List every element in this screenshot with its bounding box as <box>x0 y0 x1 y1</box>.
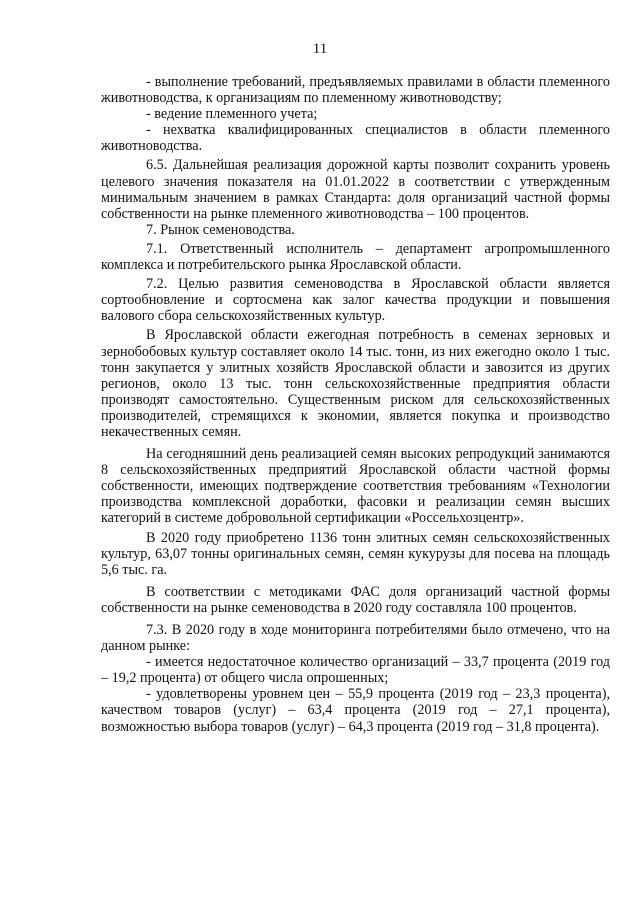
paragraph: - выполнение требований, предъявляемых правилами в области племенного животноводства, к организациям по племенному животноводству; <box>101 74 610 107</box>
paragraph: В соответствии с методиками ФАС доля организаций частной формы собственности на рынке семеноводства в 2020 году составляла 100 процентов. <box>101 583 610 616</box>
paragraph: В Ярославской области ежегодная потребность в семенах зерновых и зернобобовых культур составляет около 14 тыс. тонн, из них ежегодно около 1 тыс. тонн закупается у элитных хозяйств Ярославской области и завозится из других регионов, около 13 тыс. тонн сельскохозяйственные предприятия области производят самостоятельно. Существенным риском для сельскохозяйственных производителей, стремящихся к экономии, является покупка и производство некачественных семян. <box>101 327 610 440</box>
paragraph: 7.2. Целью развития семеноводства в Ярославской области является сортообновление и сортосмена как залог качества продукции и повышения валового сбора сельскохозяйственных культур. <box>101 276 610 325</box>
paragraph: - нехватка квалифицированных специалистов в области племенного животноводства. <box>101 122 610 155</box>
paragraph: 7.3. В 2020 году в ходе мониторинга потребителями было отмечено, что на данном рынке: <box>101 622 610 655</box>
paragraph: - ведение племенного учета; <box>146 106 318 123</box>
paragraph: 7. Рынок семеноводства. <box>146 221 295 238</box>
document-body <box>101 74 610 735</box>
paragraph: - удовлетворены уровнем цен – 55,9 процента (2019 год – 23,3 процента), качеством товаров (услуг) – 63,4 процента (2019 год – 27,1 процента), возможностью выбора товаров (услуг) – 64,3 процента (2019 год – 31,8 процента). <box>101 686 610 735</box>
paragraph: В 2020 году приобретено 1136 тонн элитных семян сельскохозяйственных культур, 63,07 тонны оригинальных семян, семян кукурузы для посева на площадь 5,6 тыс. га. <box>101 529 610 578</box>
paragraph: - имеется недостаточное количество организаций – 33,7 процента (2019 год – 19,2 процента) от общего числа опрошенных; <box>101 654 610 687</box>
paragraph: 7.1. Ответственный исполнитель – департамент агропромышленного комплекса и потребительского рынка Ярославской области. <box>101 240 610 274</box>
paragraph: 6.5. Дальнейшая реализация дорожной карты позволит сохранить уровень целевого значения показателя на 01.01.2022 в соответствии с утвержденным минимальным значением в рамках Стандарта: доля организаций частной формы собственности на рынке племенного животноводства – 100 процентов. <box>101 157 610 222</box>
paragraph: На сегодняшний день реализацией семян высоких репродукций занимаются 8 сельскохозяйственных предприятий Ярославской области частной формы собственности, имеющих подтверждение соответствия требованиям «Технологии производства комплексной доработки, фасовки и реализации семян высших категорий в системе добровольной сертификации «Россельхозцентр». <box>101 446 610 527</box>
page-number: 11 <box>312 41 328 57</box>
